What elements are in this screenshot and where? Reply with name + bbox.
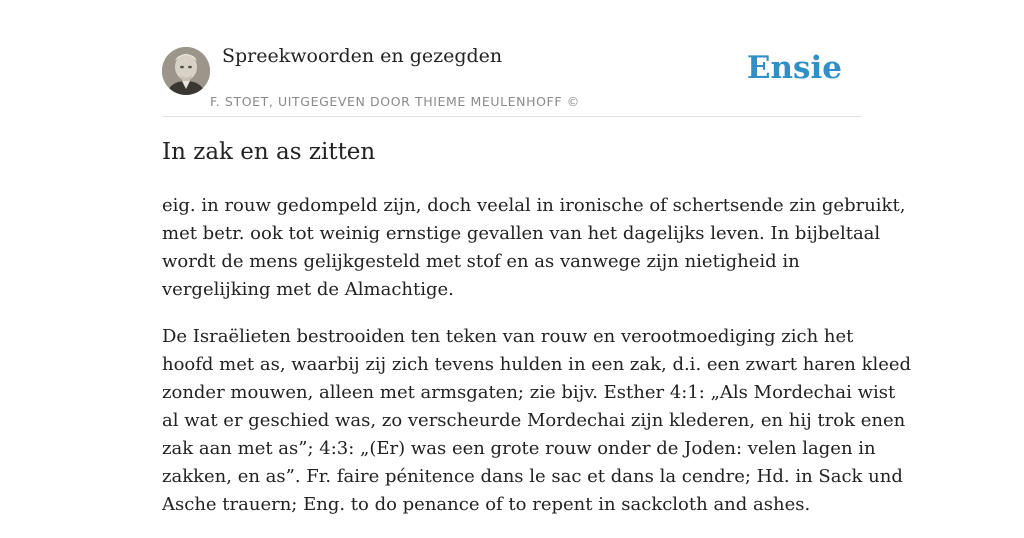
source-credit: F. STOET, UITGEGEVEN DOOR THIEME MEULENHOFF © [210, 94, 580, 109]
entry-title: In zak en as zitten [162, 139, 376, 165]
text-line: De Israëlieten bestrooiden ten teken van rouw en verootmoediging zich het [162, 326, 854, 347]
source-title-link[interactable]: Spreekwoorden en gezegden [222, 45, 503, 67]
text-line: eig. in rouw gedompeld zijn, doch veelal in ironische of schertsende zin gebruikt, [162, 195, 906, 216]
portrait-photo-icon [162, 47, 210, 95]
text-line: zonder mouwen, alleen met armsgaten; zie bijv. Esther 4:1: „Als Mordechai wist [162, 382, 896, 403]
text-line: zak aan met as”; 4:3: „(Er) was een grote rouw onder de Joden: velen lagen in [162, 438, 876, 459]
entry-body [162, 192, 912, 538]
text-line: al wat er geschied was, zo verscheurde Mordechai zijn klederen, en hij trok enen [162, 410, 906, 431]
text-line: Asche trauern; Eng. to do penance of to repent in sackcloth and ashes. [162, 494, 811, 515]
source-header [162, 0, 862, 117]
text-line: vergelijking met de Almachtige. [162, 279, 454, 300]
author-avatar[interactable] [162, 47, 210, 95]
ensie-logo[interactable]: Ensie [746, 50, 842, 86]
text-line: met betr. ook tot weinig ernstige gevallen van het dagelijks leven. In bijbeltaal [162, 223, 881, 244]
page [162, 0, 912, 515]
text-line: wordt de mens gelijkgesteld met stof en as vanwege zijn nietigheid in [162, 251, 800, 272]
text-line: zakken, en as”. Fr. faire pénitence dans le sac et dans la cendre; Hd. in Sack und [162, 466, 903, 487]
text-line: hoofd met as, waarbij zij zich tevens hulden in een zak, d.i. een zwart haren kleed [162, 354, 912, 375]
paragraph-2 [162, 323, 912, 519]
paragraph-1 [162, 192, 906, 304]
